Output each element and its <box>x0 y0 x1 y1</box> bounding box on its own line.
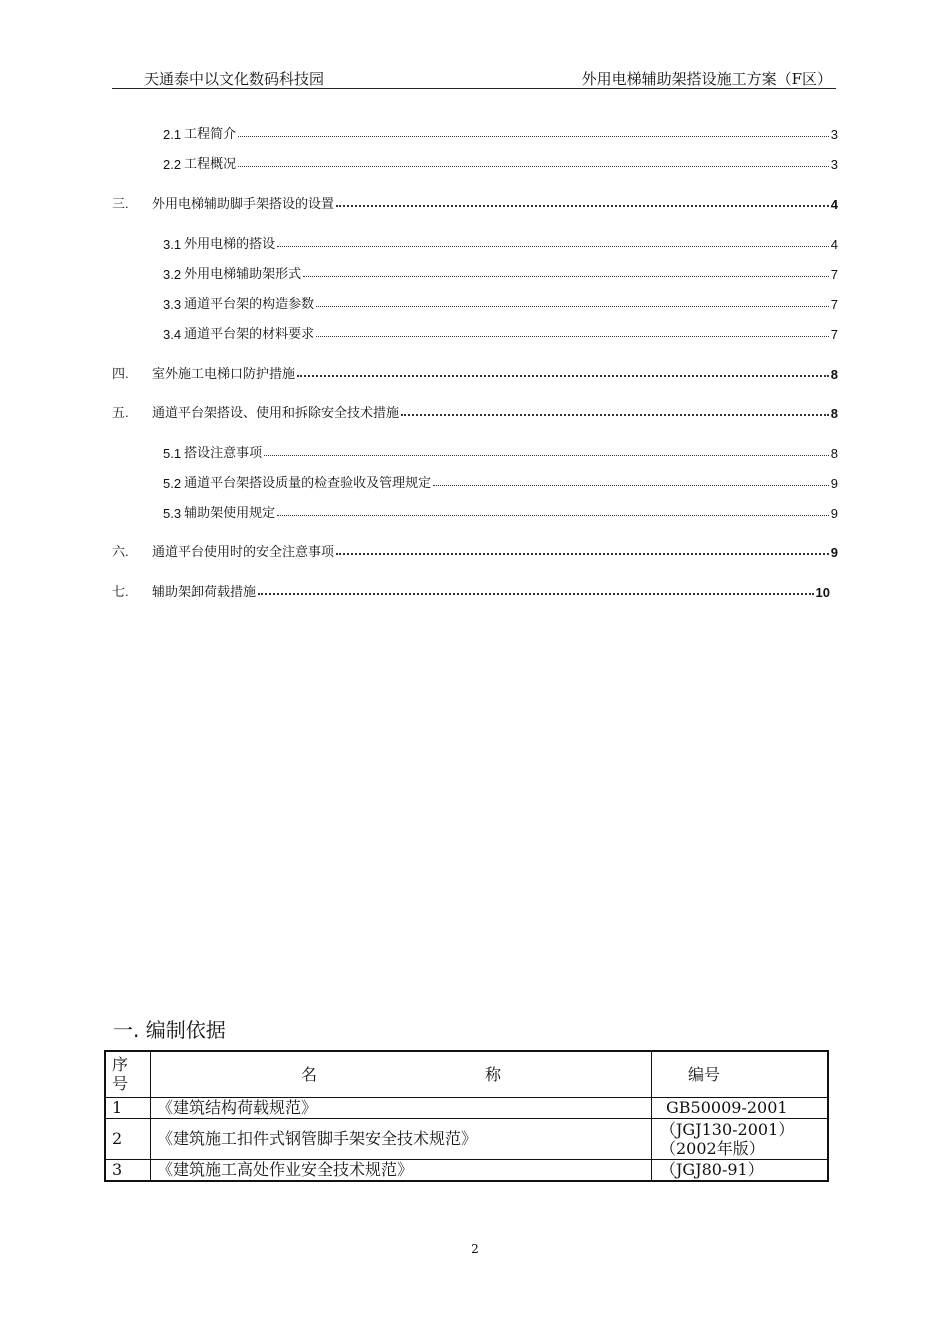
toc-dot-leader <box>336 205 829 207</box>
header-project-name: 天通泰中以文化数码科技园 <box>144 70 325 88</box>
cell-code-line1: （JGJ80-91） <box>660 1160 764 1179</box>
cell-code-line1: GB50009-2001 <box>666 1098 788 1117</box>
toc-entry[interactable] <box>112 538 838 560</box>
toc-dot-leader <box>433 485 829 486</box>
toc-entry-title: 通道平台架搭设质量的检查验收及管理规定 <box>184 476 432 491</box>
toc-entry[interactable] <box>163 230 838 252</box>
header-cell-code <box>652 1051 829 1097</box>
toc-entry-page: 9 <box>830 476 838 491</box>
cell-name: 《建筑结构荷载规范》 <box>151 1097 652 1118</box>
toc-entry-number: 五. <box>112 405 129 420</box>
page-header <box>112 66 836 89</box>
toc-entry-title: 辅助架使用规定 <box>184 506 276 521</box>
cell-code <box>652 1159 829 1181</box>
toc-entry-page: 9 <box>830 506 838 521</box>
toc-entry-title: 工程简介 <box>184 127 237 142</box>
toc-dot-leader <box>238 166 829 167</box>
toc-dot-leader <box>316 336 829 337</box>
toc-entry-number: 3.1 <box>163 237 182 252</box>
toc-dot-leader <box>303 276 829 277</box>
toc-entry-title: 外用电梯辅助脚手架搭设的设置 <box>152 197 335 212</box>
cell-code-line1: （JGJ130-2001） <box>660 1119 795 1139</box>
toc-entry[interactable] <box>112 360 838 382</box>
table-row <box>105 1118 828 1159</box>
table-row <box>105 1159 828 1181</box>
header-name-char2: 称 <box>484 1064 501 1084</box>
toc-entry-page: 8 <box>830 406 838 421</box>
cell-code <box>652 1118 829 1159</box>
header-cell-name <box>151 1051 652 1097</box>
cell-number: 2 <box>105 1118 151 1159</box>
toc-entry-title: 通道平台架的构造参数 <box>184 297 315 312</box>
toc-entry-page: 8 <box>830 446 838 461</box>
toc-entry-page: 8 <box>830 367 838 382</box>
toc-entry-title: 通道平台架搭设、使用和拆除安全技术措施 <box>152 406 400 421</box>
toc-entry-number: 5.2 <box>163 476 182 491</box>
toc-entry-number: 3.4 <box>163 327 182 342</box>
cell-number: 1 <box>105 1097 151 1118</box>
toc-entry[interactable] <box>163 439 838 461</box>
toc-dot-leader <box>316 306 829 307</box>
header-number-line1: 序 <box>112 1055 129 1075</box>
toc-entry-title: 室外施工电梯口防护措施 <box>152 367 296 382</box>
toc-dot-leader <box>277 246 829 247</box>
toc-entry-page: 7 <box>830 297 838 312</box>
toc-entry[interactable] <box>163 290 838 312</box>
toc-entry-number: 5.3 <box>163 506 182 521</box>
toc-entry-title: 通道平台架的材料要求 <box>184 327 315 342</box>
cell-code <box>652 1097 829 1118</box>
toc-entry-title: 搭设注意事项 <box>184 446 263 461</box>
compilation-basis-table <box>104 1050 829 1182</box>
header-number-line2: 号 <box>112 1074 129 1094</box>
toc-entry-number: 3.2 <box>163 267 182 282</box>
toc-entry-number: 七. <box>112 584 129 599</box>
toc-entry-number: 2.1 <box>163 127 182 142</box>
toc-entry-number: 3.3 <box>163 297 182 312</box>
toc-entry-number: 三. <box>112 196 129 211</box>
cell-name: 《建筑施工高处作业安全技术规范》 <box>151 1159 652 1181</box>
toc-dot-leader <box>277 515 829 516</box>
toc-entry-title: 工程概况 <box>184 157 237 172</box>
header-name-char1: 名 <box>300 1064 317 1084</box>
toc-entry[interactable] <box>163 150 838 172</box>
toc-entry-title: 外用电梯辅助架形式 <box>184 267 302 282</box>
cell-name: 《建筑施工扣件式钢管脚手架安全技术规范》 <box>151 1118 652 1159</box>
toc-entry-title: 通道平台使用时的安全注意事项 <box>152 545 335 560</box>
toc-dot-leader <box>336 553 829 555</box>
section-heading: 一. 编制依据 <box>113 1018 226 1042</box>
toc-dot-leader <box>238 136 829 137</box>
toc-entry-title: 外用电梯的搭设 <box>184 237 276 252</box>
toc-entry-number: 六. <box>112 544 129 559</box>
toc-entry-page: 9 <box>830 545 838 560</box>
toc-entry-number: 5.1 <box>163 446 182 461</box>
header-cell-number <box>105 1051 151 1097</box>
toc-dot-leader <box>401 414 829 416</box>
header-code-label: 编号 <box>688 1064 721 1084</box>
cell-code-line2: （2002年版） <box>660 1138 765 1158</box>
toc-entry-page: 10 <box>815 585 830 600</box>
toc-entry-page: 4 <box>830 237 838 252</box>
header-document-title: 外用电梯辅助架搭设施工方案（F区） <box>581 70 832 88</box>
toc-entry[interactable] <box>112 578 830 600</box>
toc-dot-leader <box>297 375 829 377</box>
toc-entry[interactable] <box>163 499 838 521</box>
toc-entry-page: 3 <box>830 127 838 142</box>
toc-entry-page: 7 <box>830 327 838 342</box>
cell-number: 3 <box>105 1159 151 1181</box>
table-row <box>105 1097 828 1118</box>
toc-entry-page: 7 <box>830 267 838 282</box>
page-number: 2 <box>471 1242 479 1256</box>
toc-entry[interactable] <box>163 320 838 342</box>
toc-entry[interactable] <box>163 260 838 282</box>
toc-dot-leader <box>264 455 829 456</box>
toc-dot-leader <box>258 593 814 595</box>
toc-entry-number: 四. <box>112 366 129 381</box>
toc-entry-number: 2.2 <box>163 157 182 172</box>
toc-entry-title: 辅助架卸荷载措施 <box>152 585 257 600</box>
toc-entry-page: 4 <box>830 197 838 212</box>
toc-entry[interactable] <box>163 120 838 142</box>
toc-entry-page: 3 <box>830 157 838 172</box>
toc-entry[interactable] <box>112 399 838 421</box>
toc-entry[interactable] <box>163 469 838 491</box>
toc-entry[interactable] <box>112 190 838 212</box>
table-header-row <box>105 1051 828 1097</box>
